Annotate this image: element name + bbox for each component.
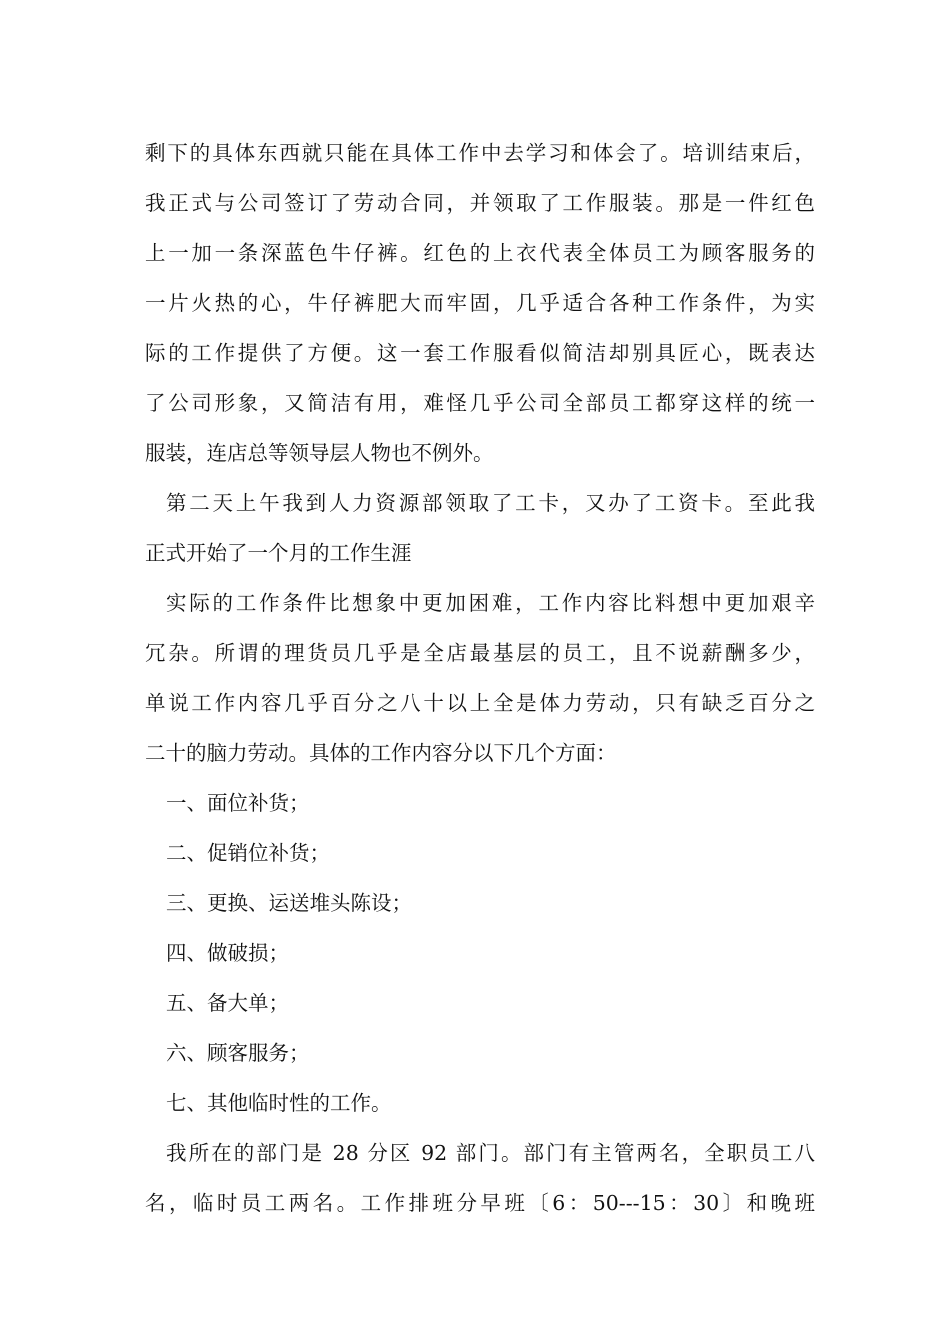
- text-line: 服装，连店总等领导层人物也不例外。: [145, 441, 494, 465]
- list-item: 四、做破损；: [166, 941, 289, 965]
- paragraph-first-line: 第二天上午我到人力资源部领取了工卡，又办了工资卡。至此我: [166, 491, 815, 515]
- text-line: 冗杂。所谓的理货员几乎是全店最基层的员工，且不说薪酬多少，: [145, 641, 815, 665]
- text-line: 剩下的具体东西就只能在具体工作中去学习和体会了。培训结束后，: [145, 141, 815, 165]
- text-line: 正式开始了一个月的工作生涯: [145, 541, 412, 565]
- list-item: 七、其他临时性的工作。: [166, 1091, 392, 1115]
- text-line: 名，临时员工两名。工作排班分早班〔6：50---15：30〕和晚班: [145, 1191, 815, 1215]
- paragraph-first-line: 实际的工作条件比想象中更加困难，工作内容比料想中更加艰辛: [166, 591, 815, 615]
- text-line: 际的工作提供了方便。这一套工作服看似简洁却别具匠心，既表达: [145, 341, 815, 365]
- text-line: 一片火热的心，牛仔裤肥大而牢固，几乎适合各种工作条件，为实: [145, 291, 815, 315]
- list-item: 一、面位补货；: [166, 791, 310, 815]
- text-line: 二十的脑力劳动。具体的工作内容分以下几个方面：: [145, 741, 617, 765]
- paragraph-first-line: 我所在的部门是 28 分区 92 部门。部门有主管两名，全职员工八: [166, 1141, 815, 1165]
- text-line: 上一加一条深蓝色牛仔裤。红色的上衣代表全体员工为顾客服务的: [145, 241, 815, 265]
- text-line: 单说工作内容几乎百分之八十以上全是体力劳动，只有缺乏百分之: [145, 691, 815, 715]
- document-body: [145, 128, 815, 1228]
- text-line: 我正式与公司签订了劳动合同，并领取了工作服装。那是一件红色: [145, 191, 815, 215]
- list-item: 五、备大单；: [166, 991, 289, 1015]
- list-item: 三、更换、运送堆头陈设；: [166, 891, 412, 915]
- list-item: 六、顾客服务；: [166, 1041, 310, 1065]
- list-item: 二、促销位补货；: [166, 841, 330, 865]
- text-line: 了公司形象，又简洁有用，难怪几乎公司全部员工都穿这样的统一: [145, 391, 815, 415]
